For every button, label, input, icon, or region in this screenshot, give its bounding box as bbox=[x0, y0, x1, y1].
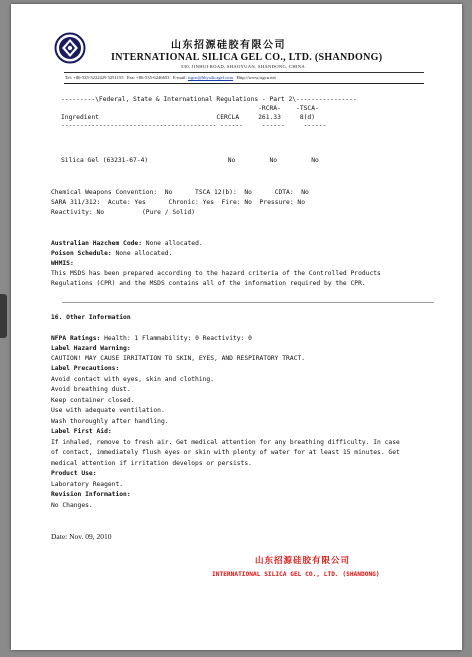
precaution-item: Use with adequate ventilation. bbox=[51, 407, 165, 414]
revision-value: No Changes. bbox=[51, 502, 93, 509]
whmis-label: WHMIS: bbox=[51, 260, 74, 267]
section-title: 16. Other Information bbox=[51, 314, 131, 321]
document-date: Date: Nov. 09, 2010 bbox=[51, 532, 112, 541]
company-name-english: INTERNATIONAL SILICA GEL CO., LTD. (SHANDONG) bbox=[111, 52, 383, 63]
precaution-item: Avoid contact with eyes, skin and clothing. bbox=[51, 376, 215, 383]
side-panel-handle[interactable] bbox=[0, 294, 7, 338]
precaution-item: Wash thoroughly after handling. bbox=[51, 418, 169, 425]
regulations-row-silica-gel: Silica Gel (63231-67-4) No No No bbox=[61, 157, 319, 164]
stamp-company-english: INTERNATIONAL SILICA GEL CO., LTD. (SHANDONG) bbox=[212, 571, 380, 578]
telephone: Tel: +86-535-5222429 5251155 bbox=[65, 75, 124, 80]
header-divider bbox=[64, 72, 424, 73]
reactivity-line: Reactivity: No (Pure / Solid) bbox=[51, 209, 196, 216]
precautions-label: Label Precautions: bbox=[51, 365, 120, 372]
company-address: 530, JINHUI ROAD, SHAOYUAN, SHANDONG, CHINA bbox=[181, 64, 306, 69]
header-divider-bold bbox=[64, 83, 424, 84]
stamp-company-chinese: 山东招源硅胶有限公司 bbox=[255, 556, 351, 566]
company-logo-icon bbox=[54, 32, 86, 64]
email-label: E-mail: bbox=[172, 75, 187, 80]
regulations-heading: ---------\Federal, State & International Regulations - Part 2\---------------- bbox=[61, 96, 357, 103]
hazchem-line: Australian Hazchem Code: None allocated. bbox=[51, 240, 203, 247]
fax: Fax: +86-535-6246653 bbox=[126, 75, 170, 80]
revision-label: Revision Information: bbox=[51, 491, 131, 498]
precaution-item: Avoid breathing dust. bbox=[51, 386, 131, 393]
first-aid-text-3: medical attention if irritation develops or persists. bbox=[51, 460, 252, 467]
nfpa-ratings-line: NFPA Ratings: Health: 1 Flammability: 0 Reactivity: 0 bbox=[51, 335, 252, 342]
whmis-text-1: This MSDS has been prepared according to the hazard criteria of the Controlled Products bbox=[51, 270, 381, 277]
chemical-weapons-line: Chemical Weapons Convention: No TSCA 12(b): No CDTA: No bbox=[51, 189, 309, 196]
product-use-label: Product Use: bbox=[51, 470, 97, 477]
precaution-item: Keep container closed. bbox=[51, 397, 135, 404]
document-page bbox=[11, 4, 462, 650]
company-name-chinese: 山东招源硅胶有限公司 bbox=[171, 40, 286, 51]
first-aid-text-1: If inhaled, remove to fresh air. Get medical attention for any breathing difficulty. In case bbox=[51, 439, 400, 446]
website-link[interactable]: Http://www.isgcn.net bbox=[236, 75, 276, 80]
regulations-column-rule: ----------------------------------------- ------ ------ ------ bbox=[61, 122, 327, 129]
first-aid-label: Label First Aid: bbox=[51, 428, 112, 435]
section-divider bbox=[62, 302, 434, 303]
hazard-warning-label: Label Hazard Warning: bbox=[51, 345, 131, 352]
whmis-text-2: Regulations (CPR) and the MSDS contains all of the information required by the CPR. bbox=[51, 280, 366, 287]
contact-line bbox=[65, 75, 276, 80]
email-link[interactable]: isgcn@hhysilicagel.com bbox=[187, 75, 234, 80]
product-use-value: Laboratory Reagent. bbox=[51, 481, 124, 488]
hazard-warning-text: CAUTION! MAY CAUSE IRRITATION TO SKIN, EYES, AND RESPIRATORY TRACT. bbox=[51, 355, 306, 362]
regulations-column-header-2: Ingredient CERCLA 261.33 8(d) bbox=[61, 114, 316, 121]
first-aid-text-2: of contact, immediately flush eyes or skin with plenty of water for at least 15 minutes. Get bbox=[51, 449, 400, 456]
regulations-column-header-1: -RCRA- -TSCA- bbox=[61, 105, 319, 112]
sara-line: SARA 311/312: Acute: Yes Chronic: Yes Fire: No Pressure: No bbox=[51, 199, 306, 206]
poison-schedule-line: Poison Schedule: None allocated. bbox=[51, 250, 173, 257]
